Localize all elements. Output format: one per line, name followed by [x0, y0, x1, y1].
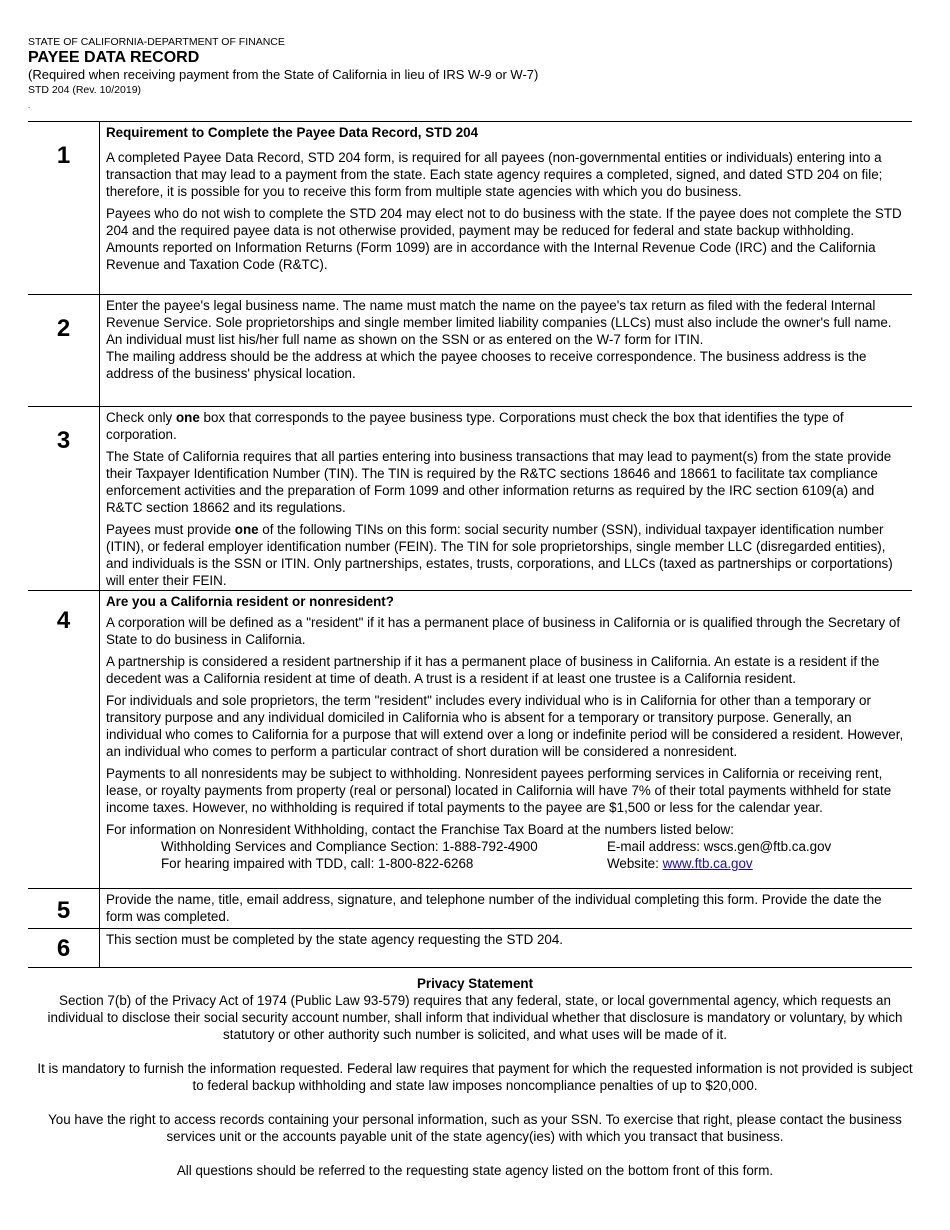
section-paragraph — [106, 409, 906, 443]
withholding-phone: Withholding Services and Compliance Section: 1-888-792-4900 — [161, 839, 538, 854]
contact-info — [106, 838, 906, 872]
section-paragraph: The State of California requires that all parties entering into business transactions that may lead to payment(s) from the state provide their Taxpayer Identification Number (TIN). The TIN is required by the R&TC sections 18646 and 18661 to facilitate tax compliance enforcement activities and the preparation of Form 1099 and other information returns as required by the IRC section 6109(a) and R&TC section 18662 and its regulations. — [106, 449, 892, 515]
section-paragraph: A completed Payee Data Record, STD 204 form, is required for all payees (non-governmental entities or individuals) entering into a transaction that may lead to a payment from the state. Each state agency requires a completed, signed, and dated STD 204 on file; therefore, it is possible for you to receive this form from multiple state agencies with which you do business. — [106, 150, 883, 199]
text-run: box that corresponds to the payee business type. Corporations must check the box that identifies the type of corporation. — [106, 410, 844, 442]
form-header — [28, 36, 538, 97]
section-paragraph: The mailing address should be the address at which the payee chooses to receive correspondence. The business address is the address of the business' physical location. — [106, 349, 867, 381]
tdd-phone: For hearing impaired with TDD, call: 1-800-822-6268 — [161, 856, 474, 871]
section-paragraph: Payees who do not wish to complete the STD 204 may elect not to do business with the state. If the payee does not complete the STD 204 and the required payee data is not otherwise provided, payment may be reduced for federal and state backup withholding. Amounts reported on Information Returns (Form 1099) are in accordance with the Internal Revenue Code (IRC) and the California Revenue and Taxation Code (R&TC). — [106, 206, 902, 272]
privacy-heading: Privacy Statement — [416, 976, 534, 991]
agency-name: STATE OF CALIFORNIA-DEPARTMENT OF FINANCE — [28, 36, 285, 48]
form-number: STD 204 (Rev. 10/2019) — [28, 84, 142, 96]
section-number: 6 — [28, 929, 100, 967]
privacy-paragraph: All questions should be referred to the requesting state agency listed on the bottom front of this form. — [176, 1163, 774, 1178]
section-5 — [28, 888, 912, 928]
section-content — [100, 929, 912, 967]
section-paragraph: For individuals and sole proprietors, the term "resident" includes every individual who is in California for other than a temporary or transitory purpose and any individual domiciled in California who is absent for a temporary or transitory purpose. Generally, an individual who comes to California for a purpose that will extend over a long or indefinite period will be considered a resident. However, an individual who comes to perform a particular contract of short duration will be considered a nonresident. — [106, 693, 904, 759]
form-subtitle: (Required when receiving payment from the State of California in lieu of IRS W-9 or W-7) — [28, 67, 539, 82]
website-label: Website: — [607, 856, 663, 871]
section-2 — [28, 294, 912, 406]
section-content — [100, 122, 912, 294]
section-number: 4 — [28, 591, 100, 888]
section-content — [100, 295, 912, 406]
section-heading: Are you a California resident or nonresident? — [106, 594, 394, 609]
section-heading: Requirement to Complete the Payee Data Record, STD 204 — [106, 125, 479, 140]
section-paragraph: Enter the payee's legal business name. The name must match the name on the payee's tax return as filed with the federal Internal Revenue Service. Sole proprietorships and single member limited liability companies (LLCs) must also include the owner's full name. An individual must list his/her full name as shown on the SSN or as entered on the W-7 form for ITIN. — [106, 298, 892, 347]
section-1 — [28, 121, 912, 294]
section-content — [100, 889, 912, 928]
section-content — [100, 591, 912, 888]
instructions-table — [28, 121, 912, 968]
section-6 — [28, 928, 912, 968]
section-paragraph: Payments to all nonresidents may be subject to withholding. Nonresident payees performing services in California or receiving rent, lease, or royalty payments from property (real or personal) located in California will have 7% of their total payments withheld for state income taxes. However, no withholding is required if total payments to the payee are $1,500 or less for the calendar year. — [106, 766, 892, 815]
header-dot: . — [28, 101, 31, 110]
section-content — [100, 407, 912, 590]
section-paragraph: This section must be completed by the state agency requesting the STD 204. — [106, 932, 564, 947]
section-number: 3 — [28, 407, 100, 590]
section-paragraph: For information on Nonresident Withholding, contact the Franchise Tax Board at the numbers listed below: — [106, 822, 734, 837]
emphasis-one: one — [175, 410, 200, 425]
section-number: 1 — [28, 122, 100, 294]
form-title: PAYEE DATA RECORD — [28, 49, 200, 66]
section-4 — [28, 590, 912, 888]
website-link[interactable]: www.ftb.ca.gov — [662, 856, 753, 871]
section-paragraph: A partnership is considered a resident partnership if it has a permanent place of business in California. An estate is a resident if the decedent was a California resident at time of death. A trust is a resident if at least one trustee is a California resident. — [106, 654, 880, 686]
section-number: 5 — [28, 889, 100, 928]
privacy-paragraph: It is mandatory to furnish the information requested. Federal law requires that payment for which the requested information is not provided is subject to federal backup withholding and state law imposes noncompliance penalties of up to $20,000. — [37, 1061, 913, 1093]
privacy-statement — [30, 975, 920, 1196]
section-paragraph: Provide the name, title, email address, signature, and telephone number of the individual completing this form. Provide the date the form was completed. — [106, 892, 882, 924]
section-paragraph: A corporation will be defined as a "resident" if it has a permanent place of business in California or is qualified through the Secretary of State to do business in California. — [106, 615, 901, 647]
privacy-paragraph: Section 7(b) of the Privacy Act of 1974 (Public Law 93-579) requires that any federal, state, or local governmental agency, which requests an individual to disclose their social security account number, shall inform that individual whether that disclosure is mandatory or voluntary, by which statutory or other authority such number is solicited, and what uses will be made of it. — [47, 993, 903, 1042]
section-number: 2 — [28, 295, 100, 406]
contact-email: E-mail address: wscs.gen@ftb.ca.gov — [607, 839, 832, 854]
text-run: of the following TINs on this form: social security number (SSN), individual taxpayer identification number (ITIN), or federal employer identification number (FEIN). The TIN for sole proprietorships, single member LLC (disregarded entities), and individuals is the SSN or ITIN. Only partnerships, estates, trusts, corporations, and LLCs (taxed as partnerships or corportations) will enter their FEIN. — [106, 522, 893, 588]
text-run: Payees must provide — [106, 522, 235, 537]
emphasis-one: one — [234, 522, 259, 537]
privacy-paragraph: You have the right to access records containing your personal information, such as your SSN. To exercise that right, please contact the business services unit or the accounts payable unit of the state agency(ies) with which you transact that business. — [48, 1112, 902, 1144]
text-run: Check only — [106, 410, 176, 425]
section-paragraph — [106, 521, 906, 589]
website-line — [607, 855, 906, 872]
section-3 — [28, 406, 912, 590]
